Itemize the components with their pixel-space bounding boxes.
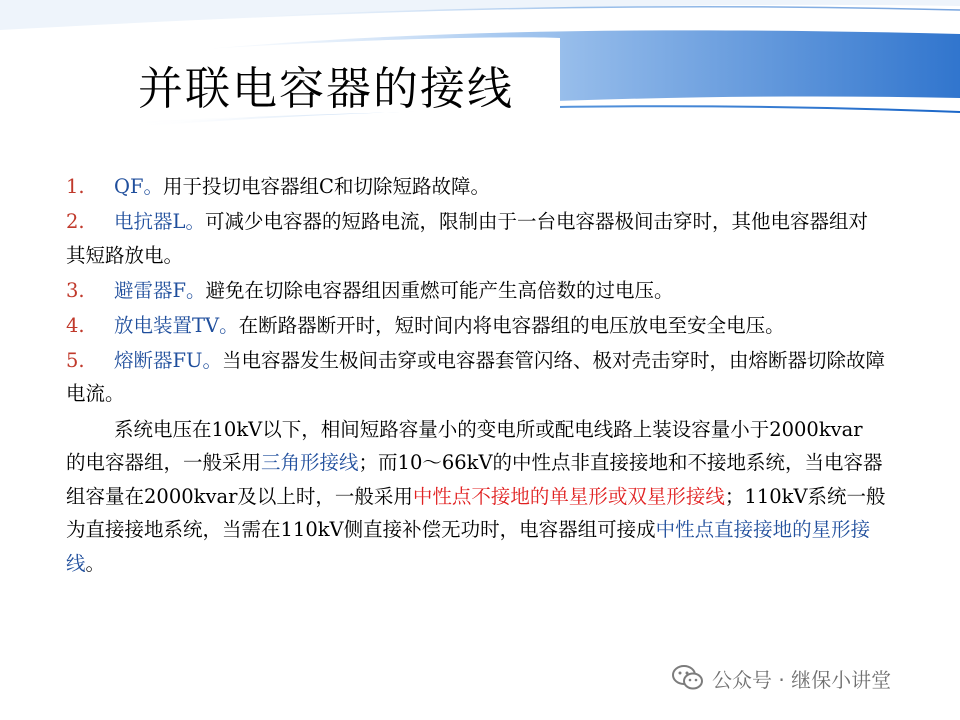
wechat-icon — [672, 663, 704, 693]
item-number: 1. — [66, 175, 85, 198]
highlight-grounded-star: 中性点直接接地的星形接线 — [66, 518, 871, 575]
paragraph-text: ；110kV系统一般为直接接地系统，当需在110kV侧直接补偿无功时，电容器组可接成 — [66, 484, 886, 541]
item-desc: 在断路器断开时，短时间内将电容器组的电压放电至安全电压。 — [238, 313, 785, 337]
item-term: QF。 — [114, 175, 164, 198]
item-term: 避雷器F。 — [114, 278, 206, 302]
list-item — [66, 309, 886, 343]
paragraph-text: ；而10～66kV的中性点非直接接地和不接地系统，当电容器组容量在2000kvar及以上时，一般采用 — [66, 451, 883, 508]
highlight-ungrounded-star: 中性点不接地的单星形或双星形接线 — [412, 484, 725, 508]
item-number: 5. — [66, 348, 85, 372]
item-term: 熔断器FU。 — [114, 348, 222, 372]
item-number: 4. — [66, 313, 85, 337]
paragraph-text: 系统电压在10kV以下，相间短路容量小的变电所或配电线路上装设容量小于2000kvar 的电容器组，一般采用 — [66, 417, 863, 474]
item-desc: 用于投切电容器组C和切除短路故障。 — [163, 175, 490, 198]
item-term: 放电装置TV。 — [114, 313, 239, 337]
watermark — [672, 658, 891, 698]
list-item — [66, 205, 886, 272]
highlight-delta-connection: 三角形接线 — [261, 451, 359, 474]
list-item — [66, 344, 886, 411]
page-title: 并联电容器的接线 — [138, 62, 515, 115]
summary-paragraph — [66, 413, 886, 581]
item-desc: 避免在切除电容器组因重燃可能产生高倍数的过电压。 — [205, 278, 674, 302]
item-number: 3. — [66, 278, 85, 302]
item-desc: 可减少电容器的短路电流，限制由于一台电容器极间击穿时，其他电容器组对其短路放电。 — [66, 210, 868, 267]
paragraph-text: 。 — [85, 551, 106, 575]
watermark-text: 公众号 · 继保小讲堂 — [712, 667, 892, 692]
list-item — [66, 274, 886, 308]
item-desc: 当电容器发生极间击穿或电容器套管闪络、极对壳击穿时，由熔断器切除故障电流。 — [66, 348, 885, 405]
list-item — [66, 170, 886, 204]
item-number: 2. — [66, 210, 85, 233]
content-body — [66, 170, 886, 580]
item-term: 电抗器L。 — [114, 210, 205, 233]
